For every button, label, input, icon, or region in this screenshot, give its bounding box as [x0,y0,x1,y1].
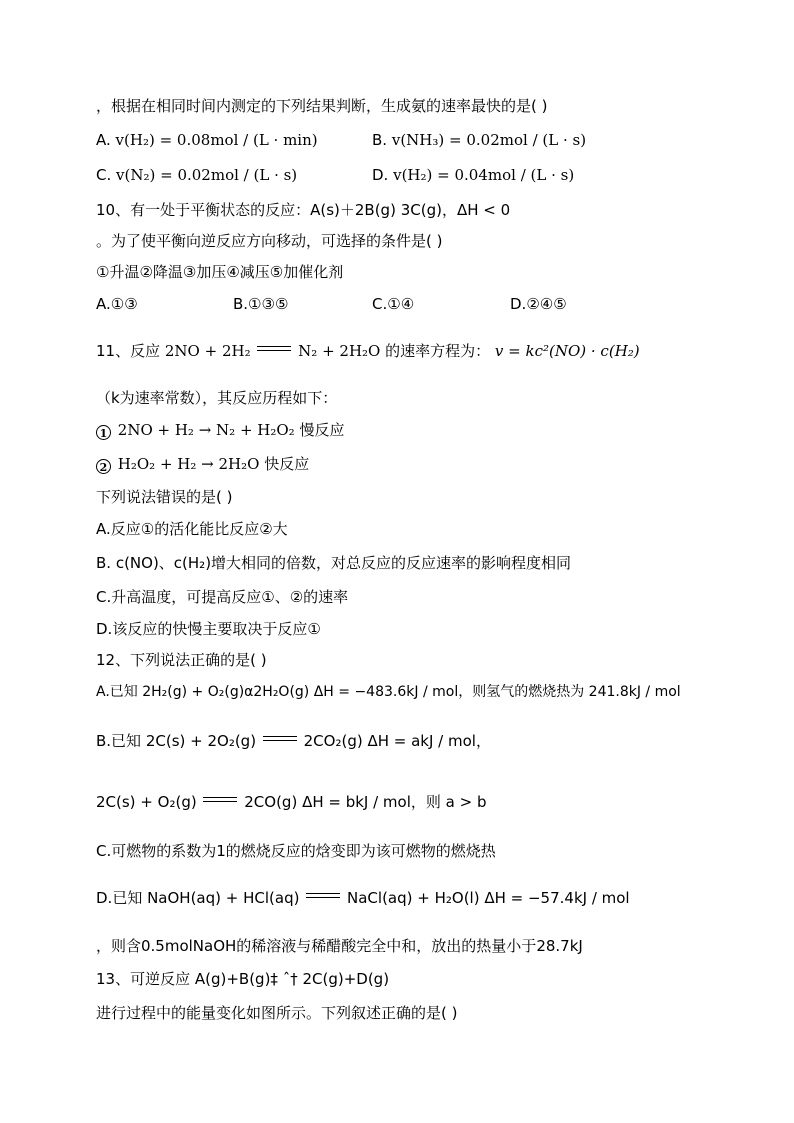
q12-option-b-post: 2CO₂(g) ΔH = akJ / mol， [303,732,491,750]
q11-step-1 [96,420,344,440]
q12-option-d-pre: D.已知 NaOH(aq) + HCl(aq) [96,889,300,907]
q11-stem-prefix: 11、反应 [96,342,161,360]
q9-option-b-expr: v(NH₃) = 0.02mol / (L · s) [391,131,587,149]
q9-option-d-label: D. [372,166,389,184]
q11-option-a[interactable]: A.反应①的活化能比反应②大 [96,520,288,538]
q11-note: （k为速率常数），其反应历程如下： [96,389,338,407]
q10-option-a[interactable]: A.①③ [96,295,138,313]
q9-option-b-label: B. [372,131,388,149]
q13-stem-2: 进行过程中的能量变化如图所示。下列叙述正确的是( ) [96,1004,458,1022]
q11-option-d[interactable]: D.该反应的快慢主要取决于反应① [96,620,321,638]
q10-stem: 10、有一处于平衡状态的反应：A(s)＋2B(g) 3C(g)，ΔH < 0 [96,201,511,219]
equals-arrow-icon [263,735,297,743]
q9-option-d-expr: v(H₂) = 0.04mol / (L · s) [393,166,575,184]
q9-stem: ，根据在相同时间内测定的下列结果判断，生成氨的速率最快的是( ) [96,97,548,115]
equals-arrow-icon [257,345,291,353]
q9-option-a-label: A. [96,131,111,149]
q11-option-b[interactable]: B. c(NO)、c(H₂)增大相同的倍数，对总反应的反应速率的影响程度相同 [96,554,572,572]
q12-option-b-pre: B.已知 2C(s) + 2O₂(g) [96,732,257,750]
q12-option-b2-pre: 2C(s) + O₂(g) [96,793,197,811]
q10-option-b[interactable]: B.①③⑤ [233,295,289,313]
q10-option-d[interactable]: D.②④⑤ [510,295,567,313]
q10-conditions: ①升温②降温③加压④减压⑤加催化剂 [96,263,344,281]
q12-option-b2-post: 2CO(g) ΔH = bkJ / mol，则 a > b [244,793,487,811]
q10-option-c[interactable]: C.①④ [372,295,415,313]
q12-option-d[interactable] [96,888,630,908]
q12-option-c[interactable]: C.可燃物的系数为1的燃烧反应的焓变即为该可燃物的燃烧热 [96,842,496,860]
q9-option-a-expr: v(H₂) = 0.08mol / (L · min) [115,131,318,149]
q9-option-c[interactable] [96,165,297,185]
q12-option-a[interactable]: A.已知 2H₂(g) + O₂(g)α2H₂O(g) ΔH = −483.6kJ / mol，则氢气的燃烧热为 241.8kJ / mol [96,684,681,700]
q11-step-1-text: 2NO + H₂ → N₂ + H₂O₂ 慢反应 [117,421,345,439]
q11-step-2 [96,454,309,474]
q12-option-b-line-2 [96,792,486,812]
q11-ask: 下列说法错误的是( ) [96,488,233,506]
circled-number-icon: 2 [96,459,111,474]
equals-arrow-icon [306,892,340,900]
q9-option-c-expr: v(N₂) = 0.02mol / (L · s) [116,166,298,184]
q9-option-a[interactable] [96,130,318,150]
q10-stem-2: 。为了使平衡向逆反应方向移动，可选择的条件是( ) [96,232,443,250]
equals-arrow-icon [203,796,237,804]
q9-option-d[interactable] [372,165,574,185]
q11-rate-equation: v = kc²(NO) · c(H₂) [494,342,640,360]
q13-stem: 13、可逆反应 A(g)+B(g)‡ ˆ† 2C(g)+D(g) [96,970,390,988]
q11-stem-mid: 的速率方程为： [385,342,491,360]
q12-option-b[interactable] [96,731,491,751]
q12-option-d-post: NaCl(aq) + H₂O(l) ΔH = −57.4kJ / mol [347,889,630,907]
q12-stem: 12、下列说法正确的是( ) [96,651,267,669]
q12-option-d-line-2: ，则含0.5molNaOH的稀溶液与稀醋酸完全中和，放出的热量小于28.7kJ [96,937,583,955]
q9-option-b[interactable] [372,130,586,150]
q11-step-2-text: H₂O₂ + H₂ → 2H₂O 快反应 [117,455,310,473]
q11-option-c[interactable]: C.升高温度，可提高反应①、②的速率 [96,588,349,606]
q11-stem [96,341,640,361]
q11-equation-right: N₂ + 2H₂O [298,342,381,360]
q11-equation-left: 2NO + 2H₂ [164,342,251,360]
circled-number-icon: 1 [96,425,111,440]
q9-option-c-label: C. [96,166,112,184]
